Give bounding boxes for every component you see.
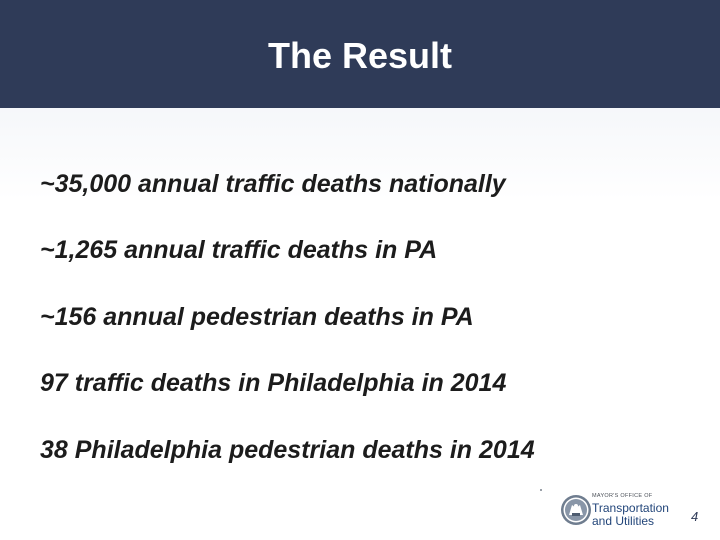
bullet-item: ~1,265 annual traffic deaths in PA — [40, 236, 438, 264]
bullet-item: 97 traffic deaths in Philadelphia in 2014 — [40, 369, 507, 397]
logo-title-line-2: and Utilities — [592, 514, 655, 528]
logo-subtitle: MAYOR'S OFFICE OF — [592, 493, 653, 499]
organization-logo — [560, 493, 685, 529]
page-number: 4 — [691, 509, 699, 524]
logo-title-line-1: Transportation — [592, 501, 669, 515]
city-seal-icon — [560, 494, 592, 526]
bullet-item: ~156 annual pedestrian deaths in PA — [40, 303, 474, 331]
decorative-dot — [540, 489, 542, 491]
slide-header — [0, 0, 720, 108]
slide-title: The Result — [267, 35, 453, 76]
bullet-item: 38 Philadelphia pedestrian deaths in 2014 — [40, 436, 535, 464]
bullet-item: ~35,000 annual traffic deaths nationally — [40, 170, 506, 198]
